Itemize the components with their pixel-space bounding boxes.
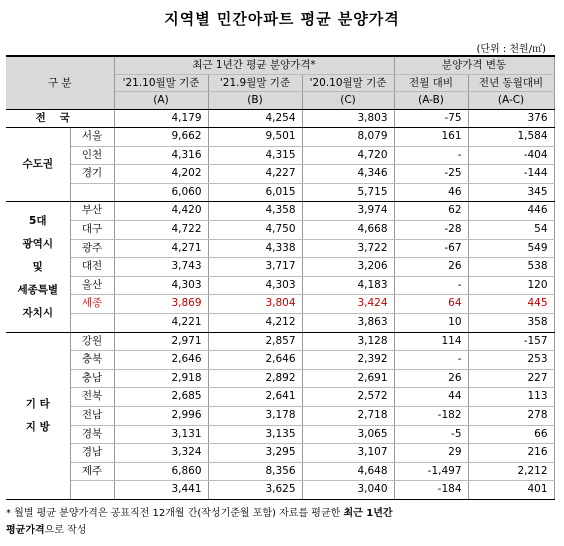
- value-b: 2,646: [208, 351, 302, 370]
- region-name: 전북: [70, 388, 114, 407]
- value-b: 9,501: [208, 128, 302, 147]
- region-name: 제주: [70, 462, 114, 481]
- value-c: 3,040: [302, 481, 394, 500]
- region-name: 경북: [70, 425, 114, 444]
- value-e: 66: [468, 425, 554, 444]
- region-name: 울산: [70, 276, 114, 295]
- value-a: 3,743: [114, 258, 208, 277]
- value-e: -144: [468, 165, 554, 184]
- value-e: 278: [468, 407, 554, 426]
- header-col-e-sub: (A-C): [468, 92, 554, 110]
- region-name: [70, 314, 114, 333]
- value-e: 54: [468, 221, 554, 240]
- subtotal-row: [6, 481, 554, 500]
- footnote-bold-avg: 평균가격: [6, 525, 45, 536]
- value-a: 2,996: [114, 407, 208, 426]
- value-e: 538: [468, 258, 554, 277]
- region-row: [6, 388, 554, 407]
- value-b: 2,641: [208, 388, 302, 407]
- value-b: 2,892: [208, 369, 302, 388]
- value-c: 4,648: [302, 462, 394, 481]
- region-row: [6, 202, 554, 221]
- value-a: 4,221: [114, 314, 208, 333]
- region-row: [6, 221, 554, 240]
- value-c: 8,079: [302, 128, 394, 147]
- value-b: 3,717: [208, 258, 302, 277]
- national-label: 전국: [6, 109, 114, 128]
- value-e: 358: [468, 314, 554, 333]
- price-table: [6, 55, 555, 500]
- national-c: 3,803: [302, 109, 394, 128]
- value-c: 4,668: [302, 221, 394, 240]
- subtotal-row: [6, 314, 554, 333]
- region-row: [6, 407, 554, 426]
- region-row: [6, 276, 554, 295]
- value-b: 3,625: [208, 481, 302, 500]
- national-e: 376: [468, 109, 554, 128]
- region-name: [70, 183, 114, 202]
- value-a: 4,271: [114, 239, 208, 258]
- value-c: 2,691: [302, 369, 394, 388]
- value-c: 3,206: [302, 258, 394, 277]
- value-a: 4,420: [114, 202, 208, 221]
- value-d: -28: [394, 221, 468, 240]
- value-d: 10: [394, 314, 468, 333]
- region-name: 전남: [70, 407, 114, 426]
- footnote: [6, 505, 558, 539]
- region-name: 대전: [70, 258, 114, 277]
- header-category: 구 분: [6, 56, 114, 109]
- region-row: [6, 444, 554, 463]
- national-b: 4,254: [208, 109, 302, 128]
- value-d: -25: [394, 165, 468, 184]
- region-row: [6, 462, 554, 481]
- value-c: 2,572: [302, 388, 394, 407]
- value-b: 3,178: [208, 407, 302, 426]
- region-name: 광주: [70, 239, 114, 258]
- region-row: [6, 295, 554, 314]
- value-e: 120: [468, 276, 554, 295]
- value-d: 44: [394, 388, 468, 407]
- value-d: 114: [394, 332, 468, 351]
- value-d: -5: [394, 425, 468, 444]
- national-row: [6, 109, 554, 128]
- region-row: [6, 369, 554, 388]
- value-a: 6,060: [114, 183, 208, 202]
- value-c: 3,065: [302, 425, 394, 444]
- value-e: -404: [468, 146, 554, 165]
- value-d: 46: [394, 183, 468, 202]
- region-name: 경기: [70, 165, 114, 184]
- value-c: 3,974: [302, 202, 394, 221]
- region-name: 경남: [70, 444, 114, 463]
- value-d: -: [394, 351, 468, 370]
- value-d: 26: [394, 369, 468, 388]
- subtotal-row: [6, 183, 554, 202]
- value-d: 29: [394, 444, 468, 463]
- value-b: 4,750: [208, 221, 302, 240]
- region-name: 인천: [70, 146, 114, 165]
- national-d: -75: [394, 109, 468, 128]
- value-e: -157: [468, 332, 554, 351]
- region-name: 충남: [70, 369, 114, 388]
- value-a: 4,303: [114, 276, 208, 295]
- region-row: [6, 425, 554, 444]
- value-a: 3,441: [114, 481, 208, 500]
- value-b: 4,227: [208, 165, 302, 184]
- header-col-b: '21.9월말 기준: [208, 74, 302, 92]
- value-e: 549: [468, 239, 554, 258]
- group-label-five-metro: 5대 광역시 및 세종특별 자치시: [6, 202, 70, 332]
- value-c: 2,718: [302, 407, 394, 426]
- footnote-prefix: * 월별 평균 분양가격은 공표직전 12개월 간(작성기준월 포함) 자료를 평균한: [6, 508, 341, 519]
- value-e: 1,584: [468, 128, 554, 147]
- header-col-b-sub: (B): [208, 92, 302, 110]
- value-b: 3,295: [208, 444, 302, 463]
- header-group-change: 분양가격 변동: [394, 56, 554, 74]
- region-name: [70, 481, 114, 500]
- value-c: 3,424: [302, 295, 394, 314]
- value-b: 8,356: [208, 462, 302, 481]
- value-e: 2,212: [468, 462, 554, 481]
- group-label-metro: 수도권: [6, 128, 70, 202]
- national-a: 4,179: [114, 109, 208, 128]
- value-e: 113: [468, 388, 554, 407]
- value-c: 5,715: [302, 183, 394, 202]
- value-c: 4,720: [302, 146, 394, 165]
- footnote-bold-period: 최근 1년간: [343, 508, 393, 519]
- value-e: 227: [468, 369, 554, 388]
- region-name: 대구: [70, 221, 114, 240]
- value-d: -1,497: [394, 462, 468, 481]
- header-group-avg-price: 최근 1년간 평균 분양가격*: [114, 56, 394, 74]
- value-c: 3,107: [302, 444, 394, 463]
- value-d: -: [394, 146, 468, 165]
- value-c: 3,863: [302, 314, 394, 333]
- value-a: 2,646: [114, 351, 208, 370]
- group-label-other-region: 기 타 지 방: [6, 332, 70, 499]
- page-title: 지역별 민간아파트 평균 분양가격: [164, 10, 400, 28]
- value-c: 3,722: [302, 239, 394, 258]
- value-c: 2,392: [302, 351, 394, 370]
- value-c: 3,128: [302, 332, 394, 351]
- value-d: 161: [394, 128, 468, 147]
- region-name: 강원: [70, 332, 114, 351]
- value-a: 2,971: [114, 332, 208, 351]
- region-row: [6, 258, 554, 277]
- region-row: [6, 332, 554, 351]
- header-col-c-sub: (C): [302, 92, 394, 110]
- value-d: -184: [394, 481, 468, 500]
- value-a: 6,860: [114, 462, 208, 481]
- value-b: 4,315: [208, 146, 302, 165]
- header-col-e: 전년 동월대비: [468, 74, 554, 92]
- value-d: -182: [394, 407, 468, 426]
- region-row: [6, 165, 554, 184]
- value-a: 4,722: [114, 221, 208, 240]
- value-e: 345: [468, 183, 554, 202]
- value-e: 446: [468, 202, 554, 221]
- value-b: 3,135: [208, 425, 302, 444]
- value-e: 445: [468, 295, 554, 314]
- value-a: 2,685: [114, 388, 208, 407]
- region-row: [6, 128, 554, 147]
- region-row: [6, 239, 554, 258]
- header-col-d-sub: (A-B): [394, 92, 468, 110]
- value-a: 9,662: [114, 128, 208, 147]
- header-col-a: '21.10월말 기준: [114, 74, 208, 92]
- region-name: 세종: [70, 295, 114, 314]
- value-b: 4,212: [208, 314, 302, 333]
- region-name: 부산: [70, 202, 114, 221]
- value-c: 4,346: [302, 165, 394, 184]
- value-a: 3,324: [114, 444, 208, 463]
- header-col-a-sub: (A): [114, 92, 208, 110]
- value-e: 253: [468, 351, 554, 370]
- value-b: 4,303: [208, 276, 302, 295]
- value-a: 3,131: [114, 425, 208, 444]
- value-a: 3,869: [114, 295, 208, 314]
- value-b: 6,015: [208, 183, 302, 202]
- value-b: 2,857: [208, 332, 302, 351]
- value-a: 4,316: [114, 146, 208, 165]
- value-d: 64: [394, 295, 468, 314]
- header-col-d: 전월 대비: [394, 74, 468, 92]
- value-d: -67: [394, 239, 468, 258]
- unit-label: (단위 : 천원/㎡): [476, 44, 546, 55]
- value-b: 4,338: [208, 239, 302, 258]
- value-b: 4,358: [208, 202, 302, 221]
- region-row: [6, 146, 554, 165]
- footnote-suffix: 으로 작성: [44, 525, 87, 536]
- value-a: 2,918: [114, 369, 208, 388]
- value-d: 26: [394, 258, 468, 277]
- region-name: 충북: [70, 351, 114, 370]
- region-row: [6, 351, 554, 370]
- header-col-c: '20.10월말 기준: [302, 74, 394, 92]
- value-d: 62: [394, 202, 468, 221]
- value-d: -: [394, 276, 468, 295]
- value-e: 216: [468, 444, 554, 463]
- value-b: 3,804: [208, 295, 302, 314]
- value-a: 4,202: [114, 165, 208, 184]
- value-e: 401: [468, 481, 554, 500]
- value-c: 4,183: [302, 276, 394, 295]
- region-name: 서울: [70, 128, 114, 147]
